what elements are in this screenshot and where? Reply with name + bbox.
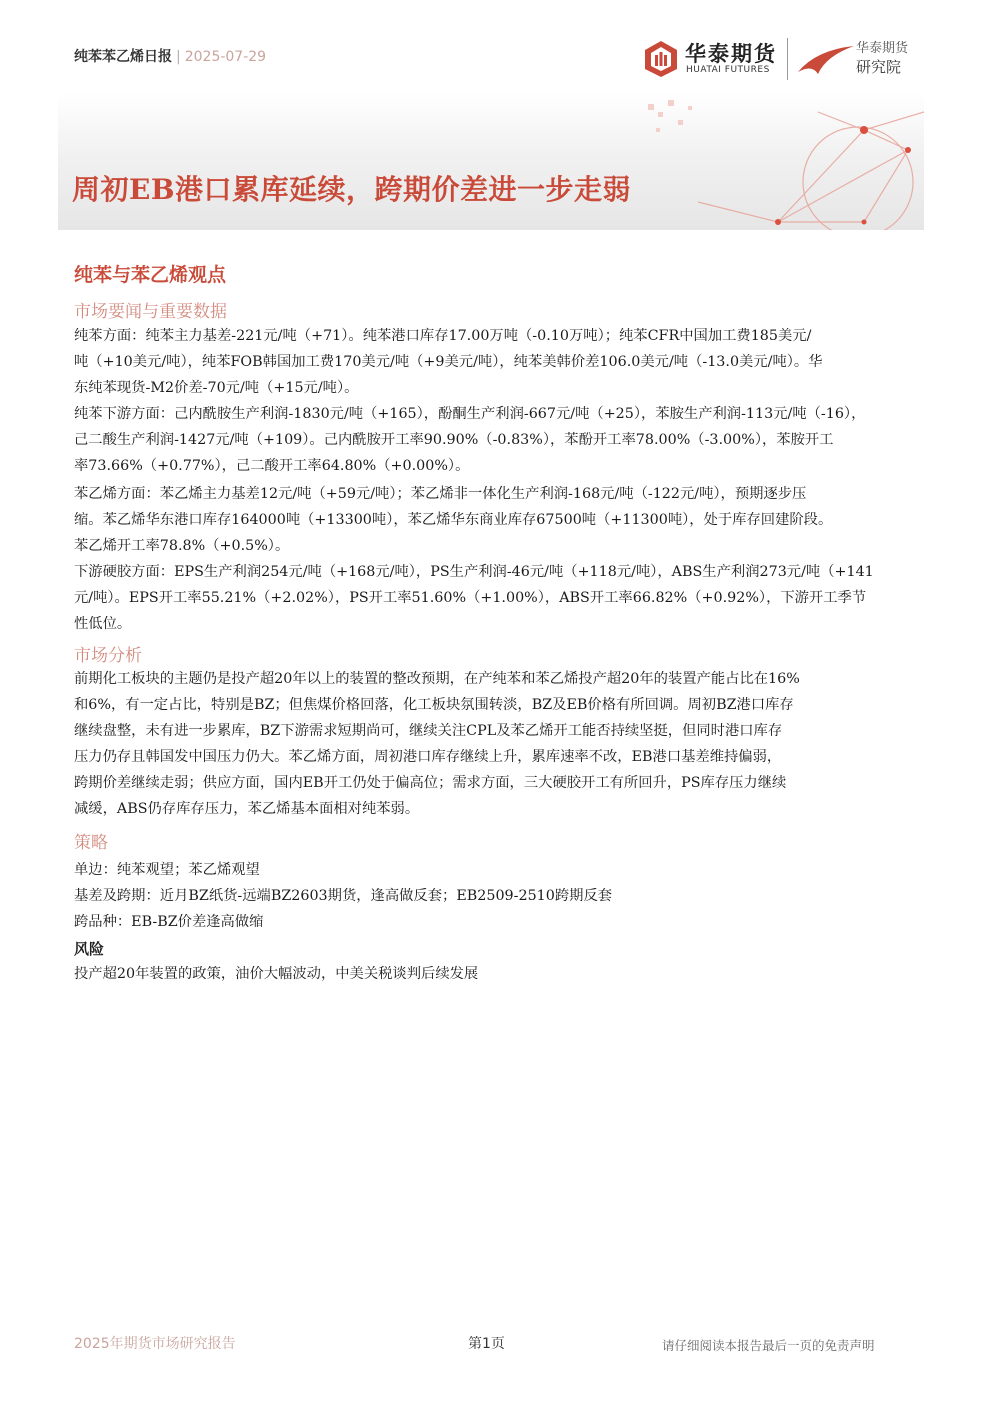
- market-news-line: 率73.66%（+0.77%），己二酸开工率64.80%（+0.00%）。: [74, 458, 470, 474]
- network-graphic: [58, 92, 924, 230]
- institute-line-2: 研究院: [856, 58, 902, 76]
- company-logo: [644, 38, 934, 84]
- market-news-line: 纯苯方面：纯苯主力基差-221元/吨（+71）。纯苯港口库存17.00万吨（-0.10万吨）；纯苯CFR中国加工费185美元/: [74, 328, 812, 344]
- report-title: 周初EB港口累库延续，跨期价差进一步走弱: [72, 173, 632, 206]
- strategy-line: 单边：纯苯观望；苯乙烯观望: [74, 862, 260, 878]
- section-heading: 纯苯与苯乙烯观点: [74, 264, 227, 286]
- market-news-line: 苯乙烯开工率78.8%（+0.5%）。: [74, 538, 290, 554]
- huatai-logo-icon: [644, 40, 678, 78]
- report-header: [74, 46, 266, 66]
- research-institute-label: [856, 40, 908, 76]
- footer-disclaimer-note: 请仔细阅读本报告最后一页的免责声明: [662, 1338, 875, 1353]
- title-banner: [58, 92, 924, 230]
- risk-line: 投产超20年装置的政策，油价大幅波动，中美关税谈判后续发展: [74, 966, 479, 982]
- market-analysis-line: 继续盘整，未有进一步累库，BZ下游需求短期尚可，继续关注CPL及苯乙烯开工能否持续坚挺，但同时港口库存: [74, 723, 783, 739]
- strategy-heading: 策略: [74, 833, 108, 853]
- market-news-line: 性低位。: [74, 616, 132, 632]
- market-analysis-line: 前期化工板块的主题仍是投产超20年以上的装置的整改预期，在产纯苯和苯乙烯投产超20年的装置产能占比在16%: [74, 671, 800, 687]
- market-analysis-heading: 市场分析: [74, 646, 142, 666]
- market-news-line: 下游硬胶方面：EPS生产利润254元/吨（+168元/吨），PS生产利润-46元/吨（+118元/吨），ABS生产利润273元/吨（+141: [74, 564, 874, 580]
- risk-heading: 风险: [74, 940, 105, 958]
- market-news-line: 缩。苯乙烯华东港口库存164000吨（+13300吨），苯乙烯华东商业库存67500吨（+11300吨），处于库存回建阶段。: [74, 512, 833, 528]
- market-analysis-line: 减缓，ABS仍存库存压力，苯乙烯基本面相对纯苯弱。: [74, 801, 420, 817]
- strategy-line: 基差及跨期：近月BZ纸货-远端BZ2603期货，逢高做反套；EB2509-2510跨期反套: [74, 888, 613, 904]
- strategy-line: 跨品种：EB-BZ价差逢高做缩: [74, 914, 264, 930]
- logo-chinese-name: 华泰期货: [685, 42, 777, 66]
- market-news-line: 纯苯下游方面：己内酰胺生产利润-1830元/吨（+165），酚酮生产利润-667元/吨（+25），苯胺生产利润-113元/吨（-16），: [74, 406, 866, 422]
- market-analysis-line: 压力仍存且韩国发中国压力仍大。苯乙烯方面，周初港口库存继续上升，累库速率不改，EB港口基差维持偏弱，: [74, 749, 782, 765]
- institute-line-1: 华泰期货: [856, 41, 909, 56]
- logo-divider: [787, 38, 788, 80]
- logo-english-name: HUATAI FUTURES: [686, 65, 770, 75]
- market-news-line: 己二酸生产利润-1427元/吨（+109）。己内酰胺开工率90.90%（-0.83%），苯酚开工率78.00%（-3.00%），苯胺开工: [74, 432, 834, 448]
- market-news-line: 苯乙烯方面：苯乙烯主力基差12元/吨（+59元/吨）；苯乙烯非一体化生产利润-168元/吨（-122元/吨），预期逐步压: [74, 486, 807, 502]
- market-analysis-line: 跨期价差继续走弱；供应方面，国内EB开工仍处于偏高位；需求方面，三大硬胶开工有所回升，PS库存压力继续: [74, 775, 787, 791]
- market-news-line: 元/吨）。EPS开工率55.21%（+2.02%），PS开工率51.60%（+1.00%），ABS开工率66.82%（+0.92%），下游开工季节: [74, 590, 867, 606]
- market-analysis-line: 和6%，有一定占比，特别是BZ；但焦煤价格回落，化工板块氛围转淡，BZ及EB价格有所回调。周初BZ港口库存: [74, 697, 794, 713]
- institute-swoosh-icon: [796, 42, 856, 78]
- market-news-line: 东纯苯现货-M2价差-70元/吨（+15元/吨）。: [74, 380, 359, 396]
- report-name: 纯苯苯乙烯日报: [74, 49, 172, 65]
- market-news-line: 吨（+10美元/吨），纯苯FOB韩国加工费170美元/吨（+9美元/吨），纯苯美韩价差106.0美元/吨（-13.0美元/吨）。华: [74, 354, 823, 370]
- report-date: 2025-07-29: [184, 49, 267, 65]
- footer-report-series: 2025年期货市场研究报告: [74, 1336, 236, 1352]
- market-news-heading: 市场要闻与重要数据: [74, 302, 227, 322]
- footer-page-number: 第1页: [468, 1336, 505, 1352]
- header-separator: |: [176, 49, 181, 65]
